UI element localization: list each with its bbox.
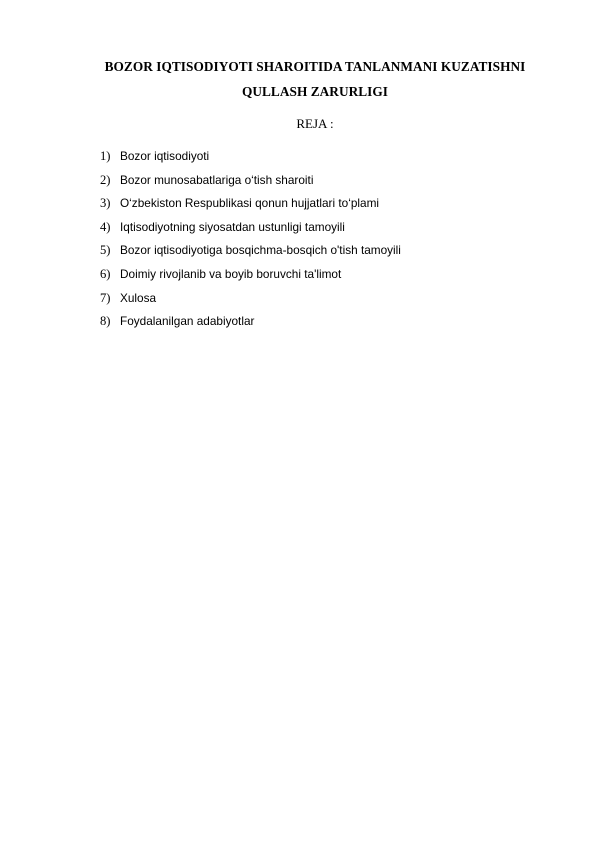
plan-item	[100, 216, 401, 240]
plan-item	[100, 287, 401, 311]
plan-item-text: Xulosa	[120, 290, 157, 305]
document-title-line2: QULLASH ZARURLIGI	[241, 84, 389, 99]
plan-item	[100, 169, 401, 193]
plan-item-number: 8)	[100, 314, 111, 329]
plan-item-text: Iqtisodiyotning siyosatdan ustunligi tamoyili	[120, 219, 345, 234]
plan-heading: REJA :	[296, 116, 334, 131]
plan-item-text: O‘zbekiston Respublikasi qonun hujjatlari to‘plami	[120, 196, 380, 211]
plan-item-number: 1)	[100, 149, 111, 163]
plan-item-number: 6)	[100, 266, 111, 281]
plan-item-text: Foydalanilgan adabiyotlar	[120, 314, 255, 329]
plan-item-number: 7)	[100, 290, 111, 305]
document-title-line1: BOZOR IQTISODIYOTI SHAROITIDA TANLANMANI KUZATISHNI	[104, 59, 526, 74]
plan-item-text: Doimiy rivojlanib va boyib boruvchi ta'limot	[120, 266, 342, 281]
plan-item-text: Bozor iqtisodiyoti	[120, 149, 210, 163]
plan-item	[100, 310, 401, 334]
plan-item	[100, 263, 401, 287]
plan-item-text: Bozor iqtisodiyotiga bosqichma-bosqich o'tish tamoyili	[120, 243, 401, 258]
plan-item-number: 4)	[100, 219, 111, 234]
plan-item-number: 5)	[100, 243, 111, 258]
plan-item-text: Bozor munosabatlariga o‘tish sharoiti	[120, 172, 314, 187]
plan-list	[100, 145, 401, 334]
plan-item	[100, 192, 401, 216]
plan-item	[100, 239, 401, 263]
plan-item	[100, 145, 401, 169]
plan-item-number: 3)	[100, 196, 111, 211]
plan-item-number: 2)	[100, 172, 111, 187]
